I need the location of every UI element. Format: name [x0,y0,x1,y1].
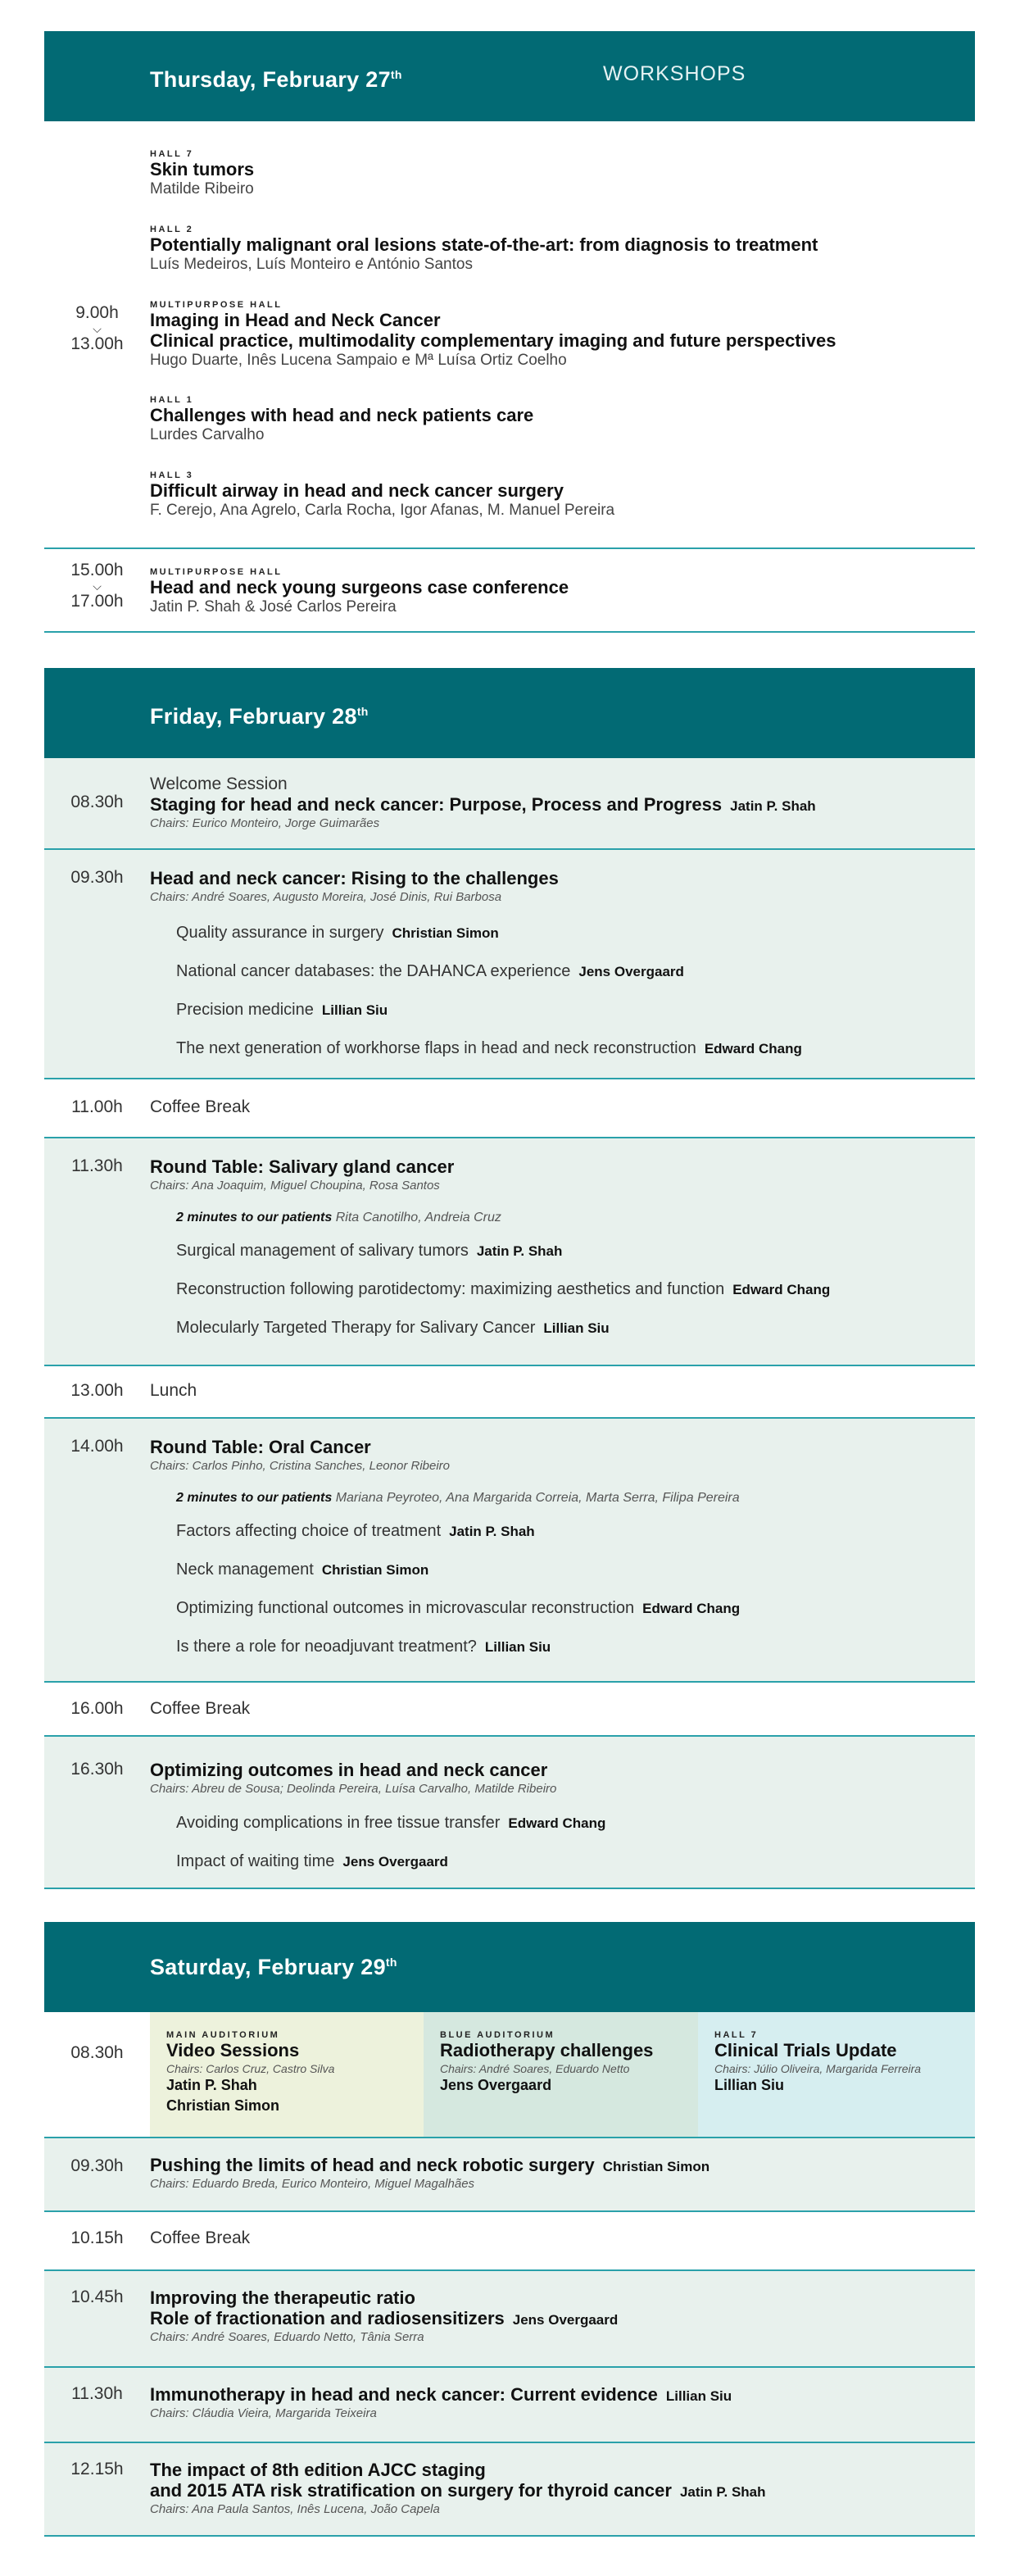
talk-item: Neck management Christian Simon [176,1561,429,1579]
session-row [44,758,975,850]
break-row [44,1683,975,1737]
break-label: Coffee Break [150,1097,251,1116]
session-time: 10.45h [70,2288,124,2306]
session-time: 11.00h [71,1097,123,1116]
session-content: Welcome Session Staging for head and neck cancer: Purpose, Process and Progress Jatin P. Shah Chairs: Eurico Monteiro, Jorge Guimarães [150,775,816,830]
session-time: 16.00h [70,1699,124,1718]
saturday-section [44,1922,975,2537]
session-time: 12.15h [70,2460,124,2478]
parallel-session-radiotherapy: BLUE AUDITORIUM Radiotherapy challenges Chairs: André Soares, Eduardo Netto Jens Overgaard [424,2012,698,2137]
patients-note: 2 minutes to our patients Mariana Peyroteo, Ana Margarida Correia, Marta Serra, Filipa Pereira [176,1491,740,1505]
session-row [44,1138,975,1366]
session-content: Round Table: Salivary gland cancer Chairs: Ana Joaquim, Miguel Choupina, Rosa Santos 2 minutes to our patients Rita Canotilho, Andreia Cruz Surgical management of salivary tumors Jatin P. Shah Reconstruction following parotidectomy: maximizing aesthetics and function Edward Chang Molecularly Targeted Therapy for Salivary Cancer Lillian Siu [150,1156,959,1339]
workshop-list [150,149,959,536]
workshop-item: HALL 2 Potentially malignant oral lesions state-of-the-art: from diagnosis to treatment Luís Medeiros, Luís Monteiro e António Santos [150,225,818,273]
parallel-sessions-row [44,2012,975,2138]
chevron-down-icon: ⌵ [93,322,102,335]
session-time: 08.30h [70,793,124,811]
thursday-header [44,31,975,121]
day-title: Friday, February 28th [150,704,369,729]
break-row [44,2212,975,2271]
session-row [44,850,975,1079]
break-row [44,1079,975,1138]
break-row [44,1366,975,1419]
session-time: 14.00h [70,1437,124,1456]
session-time: 10.15h [70,2228,124,2247]
thursday-section [44,31,975,633]
talk-item: Avoiding complications in free tissue transfer Edward Chang [176,1814,606,1832]
time-range: 15.00h ⌵ 17.00h [44,561,150,611]
session-time: 09.30h [70,2156,124,2175]
talk-item: The next generation of workhorse flaps in head and neck reconstruction Edward Chang [176,1039,802,1057]
session-content: The impact of 8th edition AJCC staging and 2015 ATA risk stratification on surgery for thyroid cancer Jatin P. Shah Chairs: Ana Paula Santos, Inês Lucena, João Capela [150,2460,766,2516]
parallel-session-video: MAIN AUDITORIUM Video Sessions Chairs: Carlos Cruz, Castro Silva Jatin P. Shah Christian Simon [150,2012,424,2137]
break-label: Lunch [150,1381,197,1400]
session-row [44,2138,975,2212]
session-time: 08.30h [70,2043,124,2062]
friday-header [44,668,975,758]
break-label: Coffee Break [150,2228,251,2247]
session-time: 11.30h [71,2384,123,2403]
day-title: Saturday, February 29th [150,1955,397,1979]
day-title: Thursday, February 27th [150,67,402,92]
talk-item: Molecularly Targeted Therapy for Salivary Cancer Lillian Siu [176,1319,610,1337]
session-row [44,1737,975,1889]
talk-item: Quality assurance in surgery Christian Simon [176,924,499,942]
session-time: 13.00h [70,1381,124,1400]
friday-section [44,668,975,1889]
session-time: 09.30h [70,868,124,887]
session-content: Improving the therapeutic ratio Role of fractionation and radiosensitizers Jens Overgaard Chairs: André Soares, Eduardo Netto, Tânia Serra [150,2288,619,2344]
talk-item: Is there a role for neoadjuvant treatment? Lillian Siu [176,1638,551,1656]
session-row [44,1419,975,1683]
workshop-item: HALL 1 Challenges with head and neck patients care Lurdes Carvalho [150,395,534,443]
workshop-item: HALL 7 Skin tumors Matilde Ribeiro [150,149,255,198]
workshops-label: WORKSHOPS [603,62,746,85]
afternoon-row [44,549,975,633]
session-content: Optimizing outcomes in head and neck cancer Chairs: Abreu de Sousa; Deolinda Pereira, Luísa Carvalho, Matilde Ribeiro Avoiding complications in free tissue transfer Edward Chang Impact of waiting time Jens Overgaard [150,1760,959,1873]
talk-item: Reconstruction following parotidectomy: maximizing aesthetics and function Edward Chang [176,1280,831,1298]
time-range: 9.00h ⌵ 13.00h [44,303,150,354]
talk-item: Factors affecting choice of treatment Jatin P. Shah [176,1522,535,1540]
parallel-session-trials: HALL 7 Clinical Trials Update Chairs: Júlio Oliveira, Margarida Ferreira Lillian Siu [698,2012,975,2137]
session-time: 16.30h [70,1760,124,1779]
session-row [44,2368,975,2443]
break-label: Coffee Break [150,1699,251,1718]
talk-item: Optimizing functional outcomes in microvascular reconstruction Edward Chang [176,1599,741,1617]
session-row [44,2443,975,2537]
chevron-down-icon: ⌵ [93,579,102,593]
afternoon-item: MULTIPURPOSE HALL Head and neck young surgeons case conference Jatin P. Shah & José Carlos Pereira [150,567,569,616]
session-time: 11.30h [71,1156,123,1175]
talk-item: Impact of waiting time Jens Overgaard [176,1852,448,1870]
session-row [44,2271,975,2368]
session-content: Immunotherapy in head and neck cancer: Current evidence Lillian Siu Chairs: Cláudia Vieira, Margarida Teixeira [150,2384,732,2420]
talk-item: Surgical management of salivary tumors Jatin P. Shah [176,1242,563,1260]
workshops-row [44,121,975,549]
workshop-item: MULTIPURPOSE HALL Imaging in Head and Neck Cancer Clinical practice, multimodality complementary imaging and future perspectives Hugo Duarte, Inês Lucena Sampaio e Mª Luísa Ortiz Coelho [150,300,836,369]
patients-note: 2 minutes to our patients Rita Canotilho, Andreia Cruz [176,1211,501,1224]
session-content: Round Table: Oral Cancer Chairs: Carlos Pinho, Cristina Sanches, Leonor Ribeiro 2 minutes to our patients Mariana Peyroteo, Ana Margarida Correia, Marta Serra, Filipa Pereira Factors affecting choice of treatment Jatin P. Shah Neck management Christian Simon Optimizing functional outcomes in microvascular reconstruction Edward Chang Is there a role for neoadjuvant treatment? Lillian Siu [150,1437,959,1658]
session-content: Pushing the limits of head and neck robotic surgery Christian Simon Chairs: Eduardo Breda, Eurico Monteiro, Miguel Magalhães [150,2155,710,2191]
session-content: Head and neck cancer: Rising to the challenges Chairs: André Soares, Augusto Moreira, José Dinis, Rui Barbosa Quality assurance in surgery Christian Simon National cancer databases: the DAHANCA experience Jens Overgaard Precision medicine Lillian Siu The next generation of workhorse flaps in head and neck reconstruction Edward Chang [150,868,959,1060]
saturday-header [44,1922,975,2012]
talk-item: National cancer databases: the DAHANCA experience Jens Overgaard [176,962,684,980]
talk-item: Precision medicine Lillian Siu [176,1001,388,1019]
workshop-item: HALL 3 Difficult airway in head and neck cancer surgery F. Cerejo, Ana Agrelo, Carla Rocha, Igor Afanas, M. Manuel Pereira [150,470,615,519]
